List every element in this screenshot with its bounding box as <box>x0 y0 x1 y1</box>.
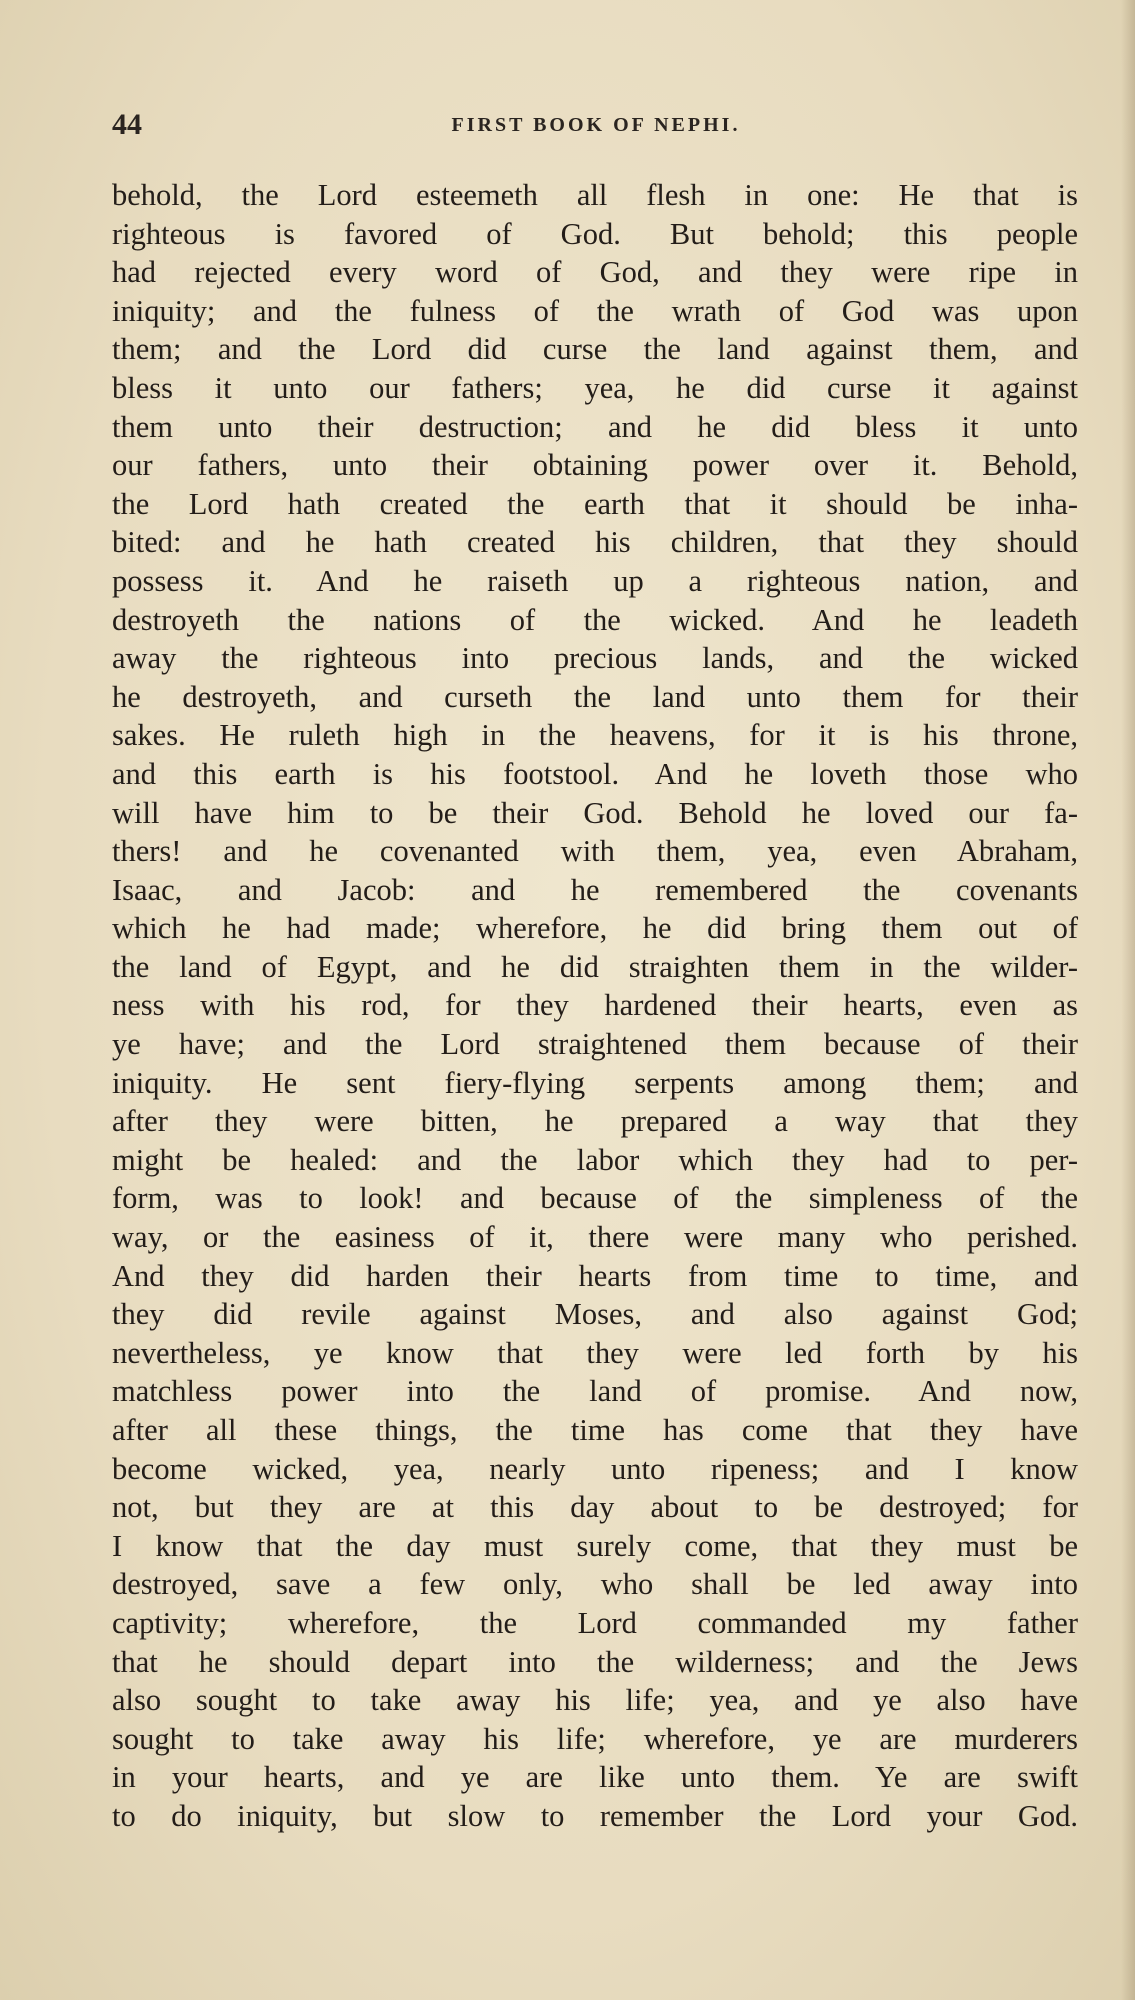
text-line: the land of Egypt, and he did straighten them in the wilder- <box>112 949 1078 984</box>
text-line: ness with his rod, for they hardened their hearts, even as <box>112 988 1078 1023</box>
text-line: righteous is favored of God. But behold; this people <box>112 216 1078 251</box>
text-line: possess it. And he raiseth up a righteous nation, and <box>112 563 1078 598</box>
text-line: they did revile against Moses, and also against God; <box>112 1297 1078 1332</box>
text-line: nevertheless, ye know that they were led forth by his <box>112 1335 1078 1370</box>
text-line: way, or the easiness of it, there were many who perished. <box>112 1220 1078 1255</box>
book-title: FIRST BOOK OF NEPHI. <box>451 114 741 136</box>
text-line: I know that the day must surely come, that they must be <box>112 1528 1078 1563</box>
text-line: them; and the Lord did curse the land against them, and <box>112 332 1078 367</box>
text-line: to do iniquity, but slow to remember the Lord your God. <box>112 1798 1078 1833</box>
text-line: ye have; and the Lord straightened them because of their <box>112 1027 1078 1062</box>
text-line: destroyeth the nations of the wicked. And he leadeth <box>112 602 1078 637</box>
text-line: sakes. He ruleth high in the heavens, for it is his throne, <box>112 718 1078 753</box>
text-line: also sought to take away his life; yea, and ye also have <box>112 1683 1078 1718</box>
text-line: might be healed: and the labor which they had to per- <box>112 1142 1078 1177</box>
running-head <box>112 108 1080 148</box>
page-number: 44 <box>112 108 142 141</box>
text-line: bless it unto our fathers; yea, he did curse it against <box>112 370 1078 405</box>
text-line: And they did harden their hearts from time to time, and <box>112 1258 1078 1293</box>
text-line: he destroyeth, and curseth the land unto them for their <box>112 679 1078 714</box>
text-line: had rejected every word of God, and they were ripe in <box>112 255 1078 290</box>
text-line: behold, the Lord esteemeth all flesh in one: He that is <box>112 178 1078 212</box>
text-line: sought to take away his life; wherefore, ye are murderers <box>112 1721 1078 1756</box>
text-line: after they were bitten, he prepared a way that they <box>112 1104 1078 1139</box>
text-line: form, was to look! and because of the simpleness of the <box>112 1181 1078 1216</box>
text-line: bited: and he hath created his children, that they should <box>112 525 1078 560</box>
text-line: not, but they are at this day about to be destroyed; for <box>112 1490 1078 1525</box>
text-line: will have him to be their God. Behold he loved our fa- <box>112 795 1078 830</box>
body-text <box>112 176 1078 1836</box>
text-line: our fathers, unto their obtaining power over it. Behold, <box>112 448 1078 483</box>
text-line: in your hearts, and ye are like unto them. Ye are swift <box>112 1760 1078 1795</box>
text-line: iniquity; and the fulness of the wrath of God was upon <box>112 293 1078 328</box>
text-line: Isaac, and Jacob: and he remembered the covenants <box>112 872 1078 907</box>
text-line: the Lord hath created the earth that it should be inha- <box>112 486 1078 521</box>
text-line: matchless power into the land of promise. And now, <box>112 1374 1078 1409</box>
text-line: that he should depart into the wilderness; and the Jews <box>112 1644 1078 1679</box>
text-line: which he had made; wherefore, he did bring them out of <box>112 911 1078 946</box>
text-line: thers! and he covenanted with them, yea, even Abraham, <box>112 834 1078 869</box>
text-line: captivity; wherefore, the Lord commanded my father <box>112 1605 1078 1640</box>
text-line: iniquity. He sent fiery-flying serpents among them; and <box>112 1065 1078 1100</box>
text-line: after all these things, the time has come that they have <box>112 1413 1078 1447</box>
text-line: and this earth is his footstool. And he loveth those who <box>112 756 1078 791</box>
text-line: away the righteous into precious lands, and the wicked <box>112 641 1078 676</box>
text-line: destroyed, save a few only, who shall be led away into <box>112 1567 1078 1602</box>
text-line: become wicked, yea, nearly unto ripeness; and I know <box>112 1451 1078 1486</box>
text-line: them unto their destruction; and he did bless it unto <box>112 409 1078 444</box>
